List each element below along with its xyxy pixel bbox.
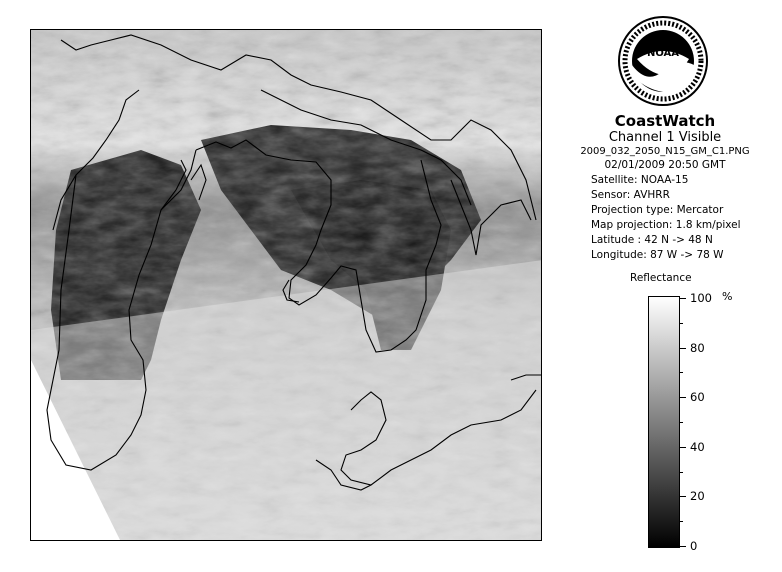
- noaa-logo: [617, 15, 709, 107]
- colorbar-tick-label: 100: [690, 291, 712, 305]
- colorbar-tick: [680, 348, 686, 349]
- colorbar-minor-tick: [680, 472, 683, 473]
- colorbar-tick: [680, 546, 686, 547]
- colorbar-label: Reflectance: [630, 272, 692, 284]
- colorbar-minor-tick: [680, 323, 683, 324]
- projection-type: Projection type: Mercator: [591, 204, 724, 216]
- colorbar-tick: [680, 298, 686, 299]
- satellite: Satellite: NOAA-15: [591, 174, 689, 186]
- satellite-map: [30, 29, 542, 541]
- datetime: 02/01/2009 20:50 GMT: [604, 159, 726, 171]
- filename: 2009_032_2050_N15_GM_C1.PNG: [580, 146, 750, 157]
- map-image: [31, 30, 542, 541]
- latitude-range: Latitude : 42 N -> 48 N: [591, 234, 713, 246]
- colorbar-minor-tick: [680, 372, 683, 373]
- colorbar-minor-tick: [680, 422, 683, 423]
- channel-subtitle: Channel 1 Visible: [608, 130, 722, 145]
- sensor: Sensor: AVHRR: [591, 189, 670, 201]
- logo-text: NOAA: [646, 48, 680, 59]
- longitude-range: Longitude: 87 W -> 78 W: [591, 249, 724, 261]
- colorbar-tick: [680, 447, 686, 448]
- colorbar: [648, 296, 680, 548]
- product-title: CoastWatch: [614, 112, 716, 130]
- info-panel: [555, 112, 775, 263]
- colorbar-unit: %: [722, 290, 733, 303]
- map-projection: Map projection: 1.8 km/pixel: [591, 219, 741, 231]
- colorbar-tick-label: 0: [690, 539, 698, 553]
- colorbar-tick: [680, 397, 686, 398]
- colorbar-tick-label: 20: [690, 489, 705, 504]
- colorbar-minor-tick: [680, 521, 683, 522]
- colorbar-tick-label: 80: [690, 340, 705, 355]
- colorbar-tick: [680, 496, 686, 497]
- colorbar-tick-label: 40: [690, 439, 705, 454]
- colorbar-tick-label: 60: [690, 390, 705, 405]
